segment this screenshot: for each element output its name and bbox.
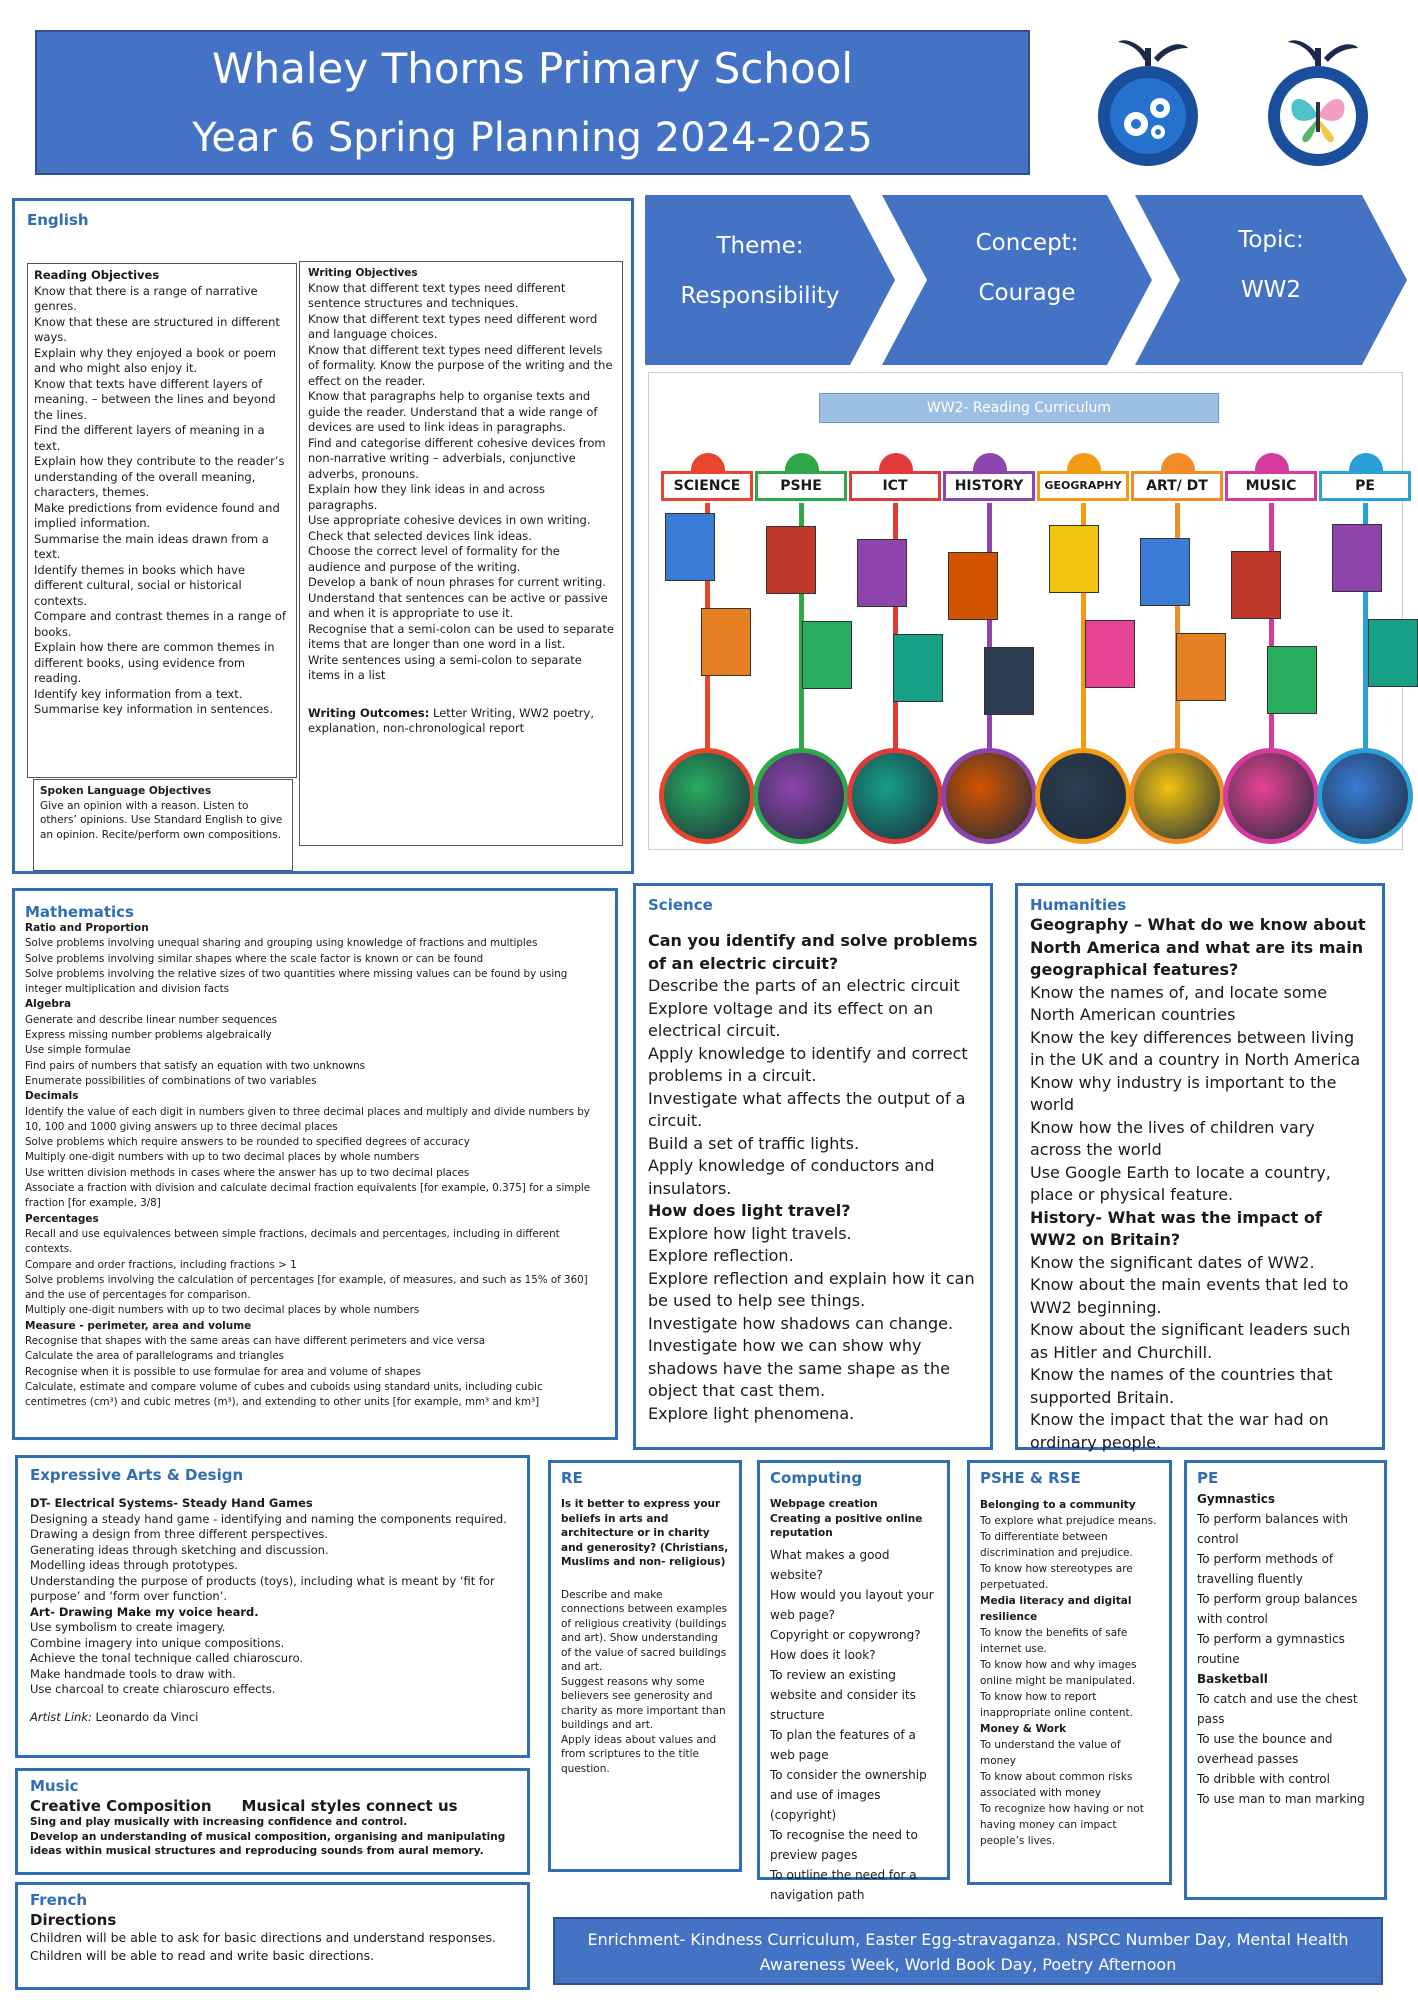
book-cover-icon [1332, 524, 1382, 592]
science-title: Science [648, 896, 713, 914]
book-cover-icon [665, 513, 715, 581]
maths-objective: Multiply one-digit numbers with up to two decimal places by whole numbers [25, 1304, 420, 1317]
book-cover-icon [948, 552, 998, 620]
book-cover-icon [766, 526, 816, 594]
maths-objective: Multiply one-digit numbers with up to two decimal places by whole numbers [25, 1151, 420, 1164]
pshe-section-item: To know the benefits of safe internet use. [980, 1627, 1128, 1655]
re-objective: Describe and make connections between examples of religious creativity (buildings and art). Show understanding of the value of sacred buildings and art. [561, 1588, 728, 1673]
writing-objective: Write sentences using a semi-colon to separate items in a list [308, 652, 582, 682]
maths-objective: Solve problems involving the relative sizes of two quantities where missing values can be found by using integer multiplication and division facts [25, 967, 568, 996]
reading-objective: Identify themes in books which have different cultural, social or historical contexts. [34, 562, 246, 608]
pshe-section-heading: Money & Work [980, 1723, 1067, 1735]
humanities-objective: Know the significant dates of WW2. [1030, 1252, 1315, 1272]
butterfly-logo-icon [1248, 30, 1388, 170]
re-question: Is it better to express your beliefs in arts and architecture or in charity and generosity? (Christians, Muslims and non- religious) [561, 1498, 729, 1568]
maths-objective: Calculate the area of parallelograms and triangles [25, 1350, 285, 1363]
french-objectives [30, 1929, 515, 1965]
pe-section-heading: Basketball [1197, 1672, 1268, 1686]
pe-section-item: To perform methods of travelling fluently [1197, 1552, 1334, 1586]
computing-question: What makes a good website? [770, 1547, 890, 1582]
pshe-section-item: To know how stereotypes are perpetuated. [980, 1563, 1133, 1591]
reading-objective: Identify key information from a text. [34, 686, 243, 701]
computing-objectives [770, 1665, 937, 1905]
subject-cap [1255, 453, 1289, 473]
writing-objective: Know that different text types need different word and language choices. [308, 311, 598, 341]
chevron-topic-label: Topic: [1238, 227, 1304, 253]
chevron-topic-value: WW2 [1240, 277, 1302, 303]
book-cover-icon [802, 621, 852, 689]
art-objective: Combine imagery into unique compositions. [30, 1635, 285, 1650]
art-objective: Make handmade tools to draw with. [30, 1666, 236, 1681]
plan-title: Year 6 Spring Planning 2024-2025 [192, 115, 873, 161]
science-objective: Explore light phenomena. [648, 1403, 855, 1423]
writing-objective: Know that different text types need different levels of formality. Know the purpose of the writing and the effect on the reader. [308, 342, 613, 388]
music-heading-1: Creative Composition [30, 1797, 212, 1815]
pe-section-heading: Gymnastics [1197, 1492, 1276, 1506]
chevron-topic [1135, 195, 1407, 365]
book-cover-icon [701, 608, 751, 676]
spoken-language-heading: Spoken Language Objectives [40, 785, 212, 797]
book-cover-icon [1231, 551, 1281, 619]
subject-image-circle [1129, 748, 1225, 844]
book-cover-icon [1267, 646, 1317, 714]
humanities-objective: Know why industry is important to the world [1030, 1072, 1337, 1114]
writing-objective: Choose the correct level of formality for the audience and purpose of the writing. [308, 544, 560, 574]
french-objective: Children will be able to read and write basic directions. [30, 1948, 375, 1963]
writing-objective: Understand that sentences can be active or passive and when it is appropriate to use it. [308, 590, 608, 620]
book-cover-icon [1049, 525, 1099, 593]
maths-objective: Find pairs of numbers that satisfy an equation with two unknowns [25, 1059, 366, 1072]
subject-label: GEOGRAPHY [1037, 471, 1129, 501]
humanities-objective: Know how the lives of children vary across the world [1030, 1117, 1315, 1159]
pshe-section-heading: Media literacy and digital resilience [980, 1595, 1132, 1623]
pe-section-item: To use man to man marking [1197, 1792, 1365, 1806]
pshe-title: PSHE & RSE [980, 1469, 1081, 1487]
humanities-title: Humanities [1030, 896, 1127, 914]
chevron-concept [882, 195, 1152, 365]
art-objective: Use symbolism to create imagery. [30, 1620, 226, 1634]
science-objective: Build a set of traffic lights. [648, 1133, 860, 1153]
book-cover-icon [1368, 619, 1418, 687]
subject-image-circle [1223, 748, 1319, 844]
pe-title: PE [1197, 1469, 1219, 1487]
reading-curriculum-title: WW2- Reading Curriculum [819, 393, 1219, 423]
reading-objective: Find the different layers of meaning in a text. [34, 423, 265, 453]
reading-objective: Explain how they contribute to the reader’s understanding of the overall meaning, characters, themes. [34, 454, 285, 499]
book-cover-icon [1085, 620, 1135, 688]
reading-objectives-box [27, 263, 297, 778]
pshe-panel [967, 1460, 1172, 1885]
subject-label: ICT [849, 471, 941, 501]
maths-objective: Associate a fraction with division and calculate decimal fraction equivalents [for example, 0.375] for a simple fraction [for example, 3/8] [25, 1182, 591, 1210]
gears-logo-icon [1078, 30, 1218, 170]
reading-objectives-heading: Reading Objectives [34, 268, 160, 282]
chevron-concept-label: Concept: [975, 230, 1079, 256]
reading-objective: Know that there is a range of narrative genres. [34, 283, 258, 313]
computing-heading-2: Creating a positive online reputation [770, 1512, 923, 1539]
reading-objective: Make predictions from evidence found and implied information. [34, 500, 280, 530]
writing-objective: Recognise that a semi-colon can be used to separate items that are longer than one word in a list. [308, 621, 614, 651]
book-cover-icon [984, 647, 1034, 715]
writing-objectives-list [308, 281, 614, 684]
humanities-objective: Know the key differences between living in the UK and a country in North America [1030, 1027, 1361, 1069]
maths-objective: Identify the value of each digit in numbers given to three decimal places and multiply and divide numbers by 10, 100 and 1000 giving answers up to three decimal places [25, 1105, 590, 1133]
subject-image-circle [753, 748, 849, 844]
music-line-1: Sing and play musically with increasing confidence and control. [30, 1816, 408, 1828]
science-objectives [648, 930, 978, 1425]
reading-objective: Know that texts have different layers of meaning. – between the lines and beyond the lines. [34, 376, 276, 422]
computing-objective: To recognise the need to preview pages [770, 1827, 918, 1862]
music-panel [15, 1768, 530, 1875]
dt-objective: Generating ideas through sketching and discussion. [30, 1542, 329, 1557]
spoken-language-text: Give an opinion with a reason. Listen to others’ opinions. Use Standard English to give an opinion. Recite/perform own compositions. [40, 799, 283, 841]
book-cover-icon [857, 539, 907, 607]
re-objectives [561, 1588, 729, 1777]
art-objective: Achieve the tonal technique called chiaroscuro. [30, 1651, 304, 1665]
maths-objective: Use simple formulae [25, 1044, 131, 1057]
science-objective: Investigate how we can show why shadows have the same shape as the object that cast them. [648, 1336, 950, 1400]
subject-label: SCIENCE [661, 471, 753, 501]
humanities-objective: Know the names of the countries that supported Britain. [1030, 1365, 1333, 1407]
humanities-objective: Know about the significant leaders such as Hitler and Churchill. [1030, 1320, 1351, 1362]
humanities-question: History- What was the impact of WW2 on Britain? [1030, 1207, 1322, 1249]
subject-image-circle [659, 748, 755, 844]
maths-objective: Compare and order fractions, including fractions > 1 [25, 1258, 297, 1271]
humanities-objective: Know the names of, and locate some North American countries [1030, 982, 1328, 1024]
maths-objective: Solve problems involving similar shapes where the scale factor is known or can be found [25, 952, 484, 965]
writing-objective: Find and categorise different cohesive devices from non-narrative writing – adverbials, conjunctive adverbs, pronouns. [308, 435, 606, 481]
chevron-theme [645, 195, 895, 365]
maths-section-heading: Ratio and Proportion [25, 922, 149, 934]
maths-objective: Solve problems which require answers to be rounded to specified degrees of accuracy [25, 1136, 470, 1149]
pe-section-item: To catch and use the chest pass [1197, 1692, 1358, 1726]
subject-cap [1161, 453, 1195, 473]
science-objective: Explore how light travels. [648, 1223, 852, 1243]
pe-objectives [1197, 1489, 1374, 1809]
pshe-section-item: To know about common risks associated with money [980, 1771, 1133, 1799]
reading-objective: Compare and contrast themes in a range of books. [34, 609, 287, 639]
computing-question: Copyright or copywrong? [770, 1627, 921, 1642]
french-heading: Directions [30, 1911, 117, 1929]
subject-image-circle [847, 748, 943, 844]
science-objective: Explore voltage and its effect on an electrical circuit. [648, 998, 934, 1040]
artist-link-label: Artist Link: [30, 1709, 92, 1724]
pshe-section-item: To understand the value of money [980, 1739, 1121, 1767]
school-name: Whaley Thorns Primary School [211, 44, 854, 93]
writing-outcomes-label: Writing Outcomes: [308, 705, 430, 720]
humanities-objectives [1030, 914, 1370, 1454]
pe-section-item: To dribble with control [1197, 1772, 1330, 1786]
expressive-arts-title: Expressive Arts & Design [30, 1466, 244, 1484]
humanities-objective: Know about the main events that led to WW2 beginning. [1030, 1275, 1349, 1317]
maths-objective: Solve problems involving unequal sharing and grouping using knowledge of fractions and multiples [25, 937, 538, 950]
subject-cap [691, 453, 725, 473]
pe-section-item: To perform a gymnastics routine [1197, 1632, 1345, 1666]
chevron-concept-value: Courage [978, 280, 1076, 306]
science-objective: Apply knowledge to identify and correct problems in a circuit. [648, 1043, 968, 1085]
dt-objective: Understanding the purpose of products (toys), including what is meant by ‘fit for purpose’ and ‘form over function’. [30, 1573, 495, 1603]
pshe-objectives [980, 1497, 1159, 1849]
french-objective: Children will be able to ask for basic directions and understand responses. [30, 1930, 496, 1945]
music-line-2: Develop an understanding of musical composition, organising and manipulating ideas within musical structures and reproducing sounds from aural memory. [30, 1830, 506, 1857]
reading-objective: Explain how there are common themes in different books, using evidence from reading. [34, 640, 275, 685]
reading-objective: Explain why they enjoyed a book or poem and who might also enjoy it. [34, 345, 277, 375]
writing-objective: Explain how they link ideas in and across paragraphs. [308, 482, 546, 512]
writing-objective: Develop a bank of noun phrases for current writing. [308, 575, 606, 589]
pe-section-item: To use the bounce and overhead passes [1197, 1732, 1333, 1766]
computing-objective: To plan the features of a web page [770, 1727, 916, 1762]
writing-objectives-heading: Writing Objectives [308, 267, 418, 279]
humanities-question: Geography – What do we know about North America and what are its main geographical features? [1030, 915, 1366, 979]
pshe-section-item: To know how to report inappropriate online content. [980, 1691, 1133, 1719]
pe-panel [1184, 1460, 1387, 1900]
page-header [35, 30, 1030, 175]
mathematics-objectives [25, 921, 605, 1411]
maths-objective: Use written division methods in cases where the answer has up to two decimal places [25, 1166, 470, 1179]
subject-cap [1067, 453, 1101, 473]
spoken-language-box [33, 779, 293, 871]
science-objective: Apply knowledge of conductors and insulators. [648, 1156, 935, 1198]
reading-objectives-list [34, 284, 290, 718]
pshe-section-item: To differentiate between discrimination and prejudice. [980, 1531, 1133, 1559]
science-objective: Explore reflection and explain how it can be used to help see things. [648, 1268, 975, 1310]
art-objectives [30, 1620, 515, 1698]
computing-title: Computing [770, 1469, 863, 1487]
dt-objectives [30, 1512, 515, 1605]
subject-image-circle [1317, 748, 1413, 844]
computing-objective: To outline the need for a navigation path [770, 1867, 917, 1902]
subject-cap [879, 453, 913, 473]
subject-cap [973, 453, 1007, 473]
computing-question: How does it look? [770, 1647, 876, 1662]
maths-objective: Recognise that shapes with the same areas can have different perimeters and vice versa [25, 1335, 486, 1348]
writing-objective: Use appropriate cohesive devices in own writing. Check that selected devices link ideas. [308, 513, 591, 543]
subject-image-circle [1035, 748, 1131, 844]
chevron-theme-label: Theme: [716, 233, 804, 259]
computing-panel [757, 1460, 950, 1902]
reading-objective: Summarise the main ideas drawn from a text. [34, 531, 269, 561]
dt-objective: Drawing a design from three different perspectives. [30, 1527, 329, 1541]
science-objective: Investigate how shadows can change. [648, 1313, 954, 1333]
book-cover-icon [1176, 633, 1226, 701]
science-objective: Explore reflection. [648, 1246, 794, 1265]
computing-heading-1: Webpage creation [770, 1498, 878, 1510]
subject-cap [1349, 453, 1383, 473]
writing-objectives-box [299, 261, 623, 846]
writing-objective: Know that different text types need different sentence structures and techniques. [308, 280, 566, 310]
maths-objective: Generate and describe linear number sequences [25, 1013, 277, 1026]
book-cover-icon [893, 634, 943, 702]
dt-heading: DT- Electrical Systems- Steady Hand Games [30, 1496, 313, 1510]
pshe-section-item: To know how and why images online might be manipulated. [980, 1659, 1137, 1687]
subject-label: PSHE [755, 471, 847, 501]
humanities-objective: Know the impact that the war had on ordinary people. [1030, 1410, 1329, 1452]
mathematics-panel [12, 888, 618, 1440]
pe-section-item: To perform group balances with control [1197, 1592, 1358, 1626]
science-objective: Describe the parts of an electric circuit [648, 976, 960, 995]
maths-objective: Recognise when it is possible to use formulae for area and volume of shapes [25, 1365, 421, 1378]
maths-objective: Recall and use equivalences between simple fractions, decimals and percentages, including in different contexts. [25, 1227, 560, 1256]
computing-questions [770, 1545, 937, 1665]
pshe-section-heading: Belonging to a community [980, 1499, 1136, 1511]
subject-label: HISTORY [943, 471, 1035, 501]
expressive-arts-panel [15, 1455, 530, 1758]
french-panel [15, 1882, 530, 1990]
reading-objective: Summarise key information in sentences. [34, 702, 273, 716]
art-objective: Use charcoal to create chiaroscuro effects. [30, 1682, 276, 1696]
re-panel [548, 1460, 742, 1872]
english-title: English [27, 211, 89, 229]
maths-objective: Enumerate possibilities of combinations of two variables [25, 1074, 317, 1087]
computing-objective: To consider the ownership and use of images (copyright) [770, 1767, 927, 1822]
artist-link-value: Leonardo da Vinci [91, 1709, 199, 1724]
mathematics-title: Mathematics [25, 903, 134, 921]
maths-section-heading: Decimals [25, 1090, 79, 1103]
pshe-section-item: To recognize how having or not having money can impact people’s lives. [980, 1803, 1144, 1847]
english-panel [12, 198, 634, 874]
pe-section-item: To perform balances with control [1197, 1512, 1348, 1546]
maths-objective: Express missing number problems algebraically [25, 1029, 272, 1042]
reading-objective: Know that these are structured in different ways. [34, 314, 280, 344]
subject-label: ART/ DT [1131, 471, 1223, 501]
subject-label: PE [1319, 471, 1411, 501]
re-title: RE [561, 1469, 583, 1487]
re-objective: Apply ideas about values and from scriptures to the title question. [561, 1733, 717, 1775]
reading-curriculum-panel [648, 372, 1403, 850]
science-question: Can you identify and solve problems of an electric circuit? [648, 931, 978, 973]
chevron-theme-value: Responsibility [680, 283, 840, 309]
maths-objective: Solve problems involving the calculation of percentages [for example, of measures, and such as 15% of 360] and the use of percentages for comparison. [25, 1273, 588, 1302]
maths-objective: Calculate, estimate and compare volume of cubes and cuboids using standard units, including cubic centimetres (cm³) and cubic metres (m³), and extending to other units [for example, mm³ and km³] [25, 1380, 543, 1409]
science-objective: Investigate what affects the output of a circuit. [648, 1088, 966, 1130]
dt-objective: Designing a steady hand game - identifying and naming the components required. [30, 1511, 507, 1526]
re-objective: Suggest reasons why some believers see generosity and charity as more important than buildings and art. [561, 1675, 726, 1731]
music-heading-2: Musical styles connect us [241, 1797, 458, 1815]
music-title: Music [30, 1777, 79, 1795]
computing-question: How would you layout your web page? [770, 1587, 934, 1622]
enrichment-banner: Enrichment- Kindness Curriculum, Easter Egg-stravaganza. NSPCC Number Day, Mental Health Awareness Week, World Book Day, Poetry Afternoon [553, 1917, 1383, 1985]
subject-label: MUSIC [1225, 471, 1317, 501]
pshe-section-item: To explore what prejudice means. [980, 1515, 1157, 1527]
maths-section-heading: Measure - perimeter, area and volume [25, 1319, 252, 1332]
book-cover-icon [1140, 538, 1190, 606]
writing-outcomes-text: Letter Writing, WW2 poetry, explanation, non-chronological report [308, 705, 594, 735]
maths-section-heading: Percentages [25, 1212, 99, 1225]
writing-objective: Know that paragraphs help to organise texts and guide the reader. Understand that a wide range of devices are used to link ideas in paragraphs. [308, 389, 598, 434]
dt-objective: Modelling ideas through prototypes. [30, 1558, 238, 1572]
artist-link [30, 1710, 515, 1726]
science-panel [633, 883, 993, 1450]
computing-objective: To review an existing website and consider its structure [770, 1667, 916, 1722]
humanities-panel [1015, 883, 1385, 1450]
humanities-objective: Use Google Earth to locate a country, place or physical feature. [1030, 1162, 1331, 1204]
french-title: French [30, 1891, 88, 1909]
writing-outcomes [308, 706, 614, 737]
maths-section-heading: Algebra [25, 998, 72, 1011]
subject-cap [785, 453, 819, 473]
subject-image-circle [941, 748, 1037, 844]
music-headings [30, 1797, 515, 1815]
art-heading: Art- Drawing Make my voice heard. [30, 1604, 259, 1619]
science-question: How does light travel? [648, 1201, 851, 1220]
